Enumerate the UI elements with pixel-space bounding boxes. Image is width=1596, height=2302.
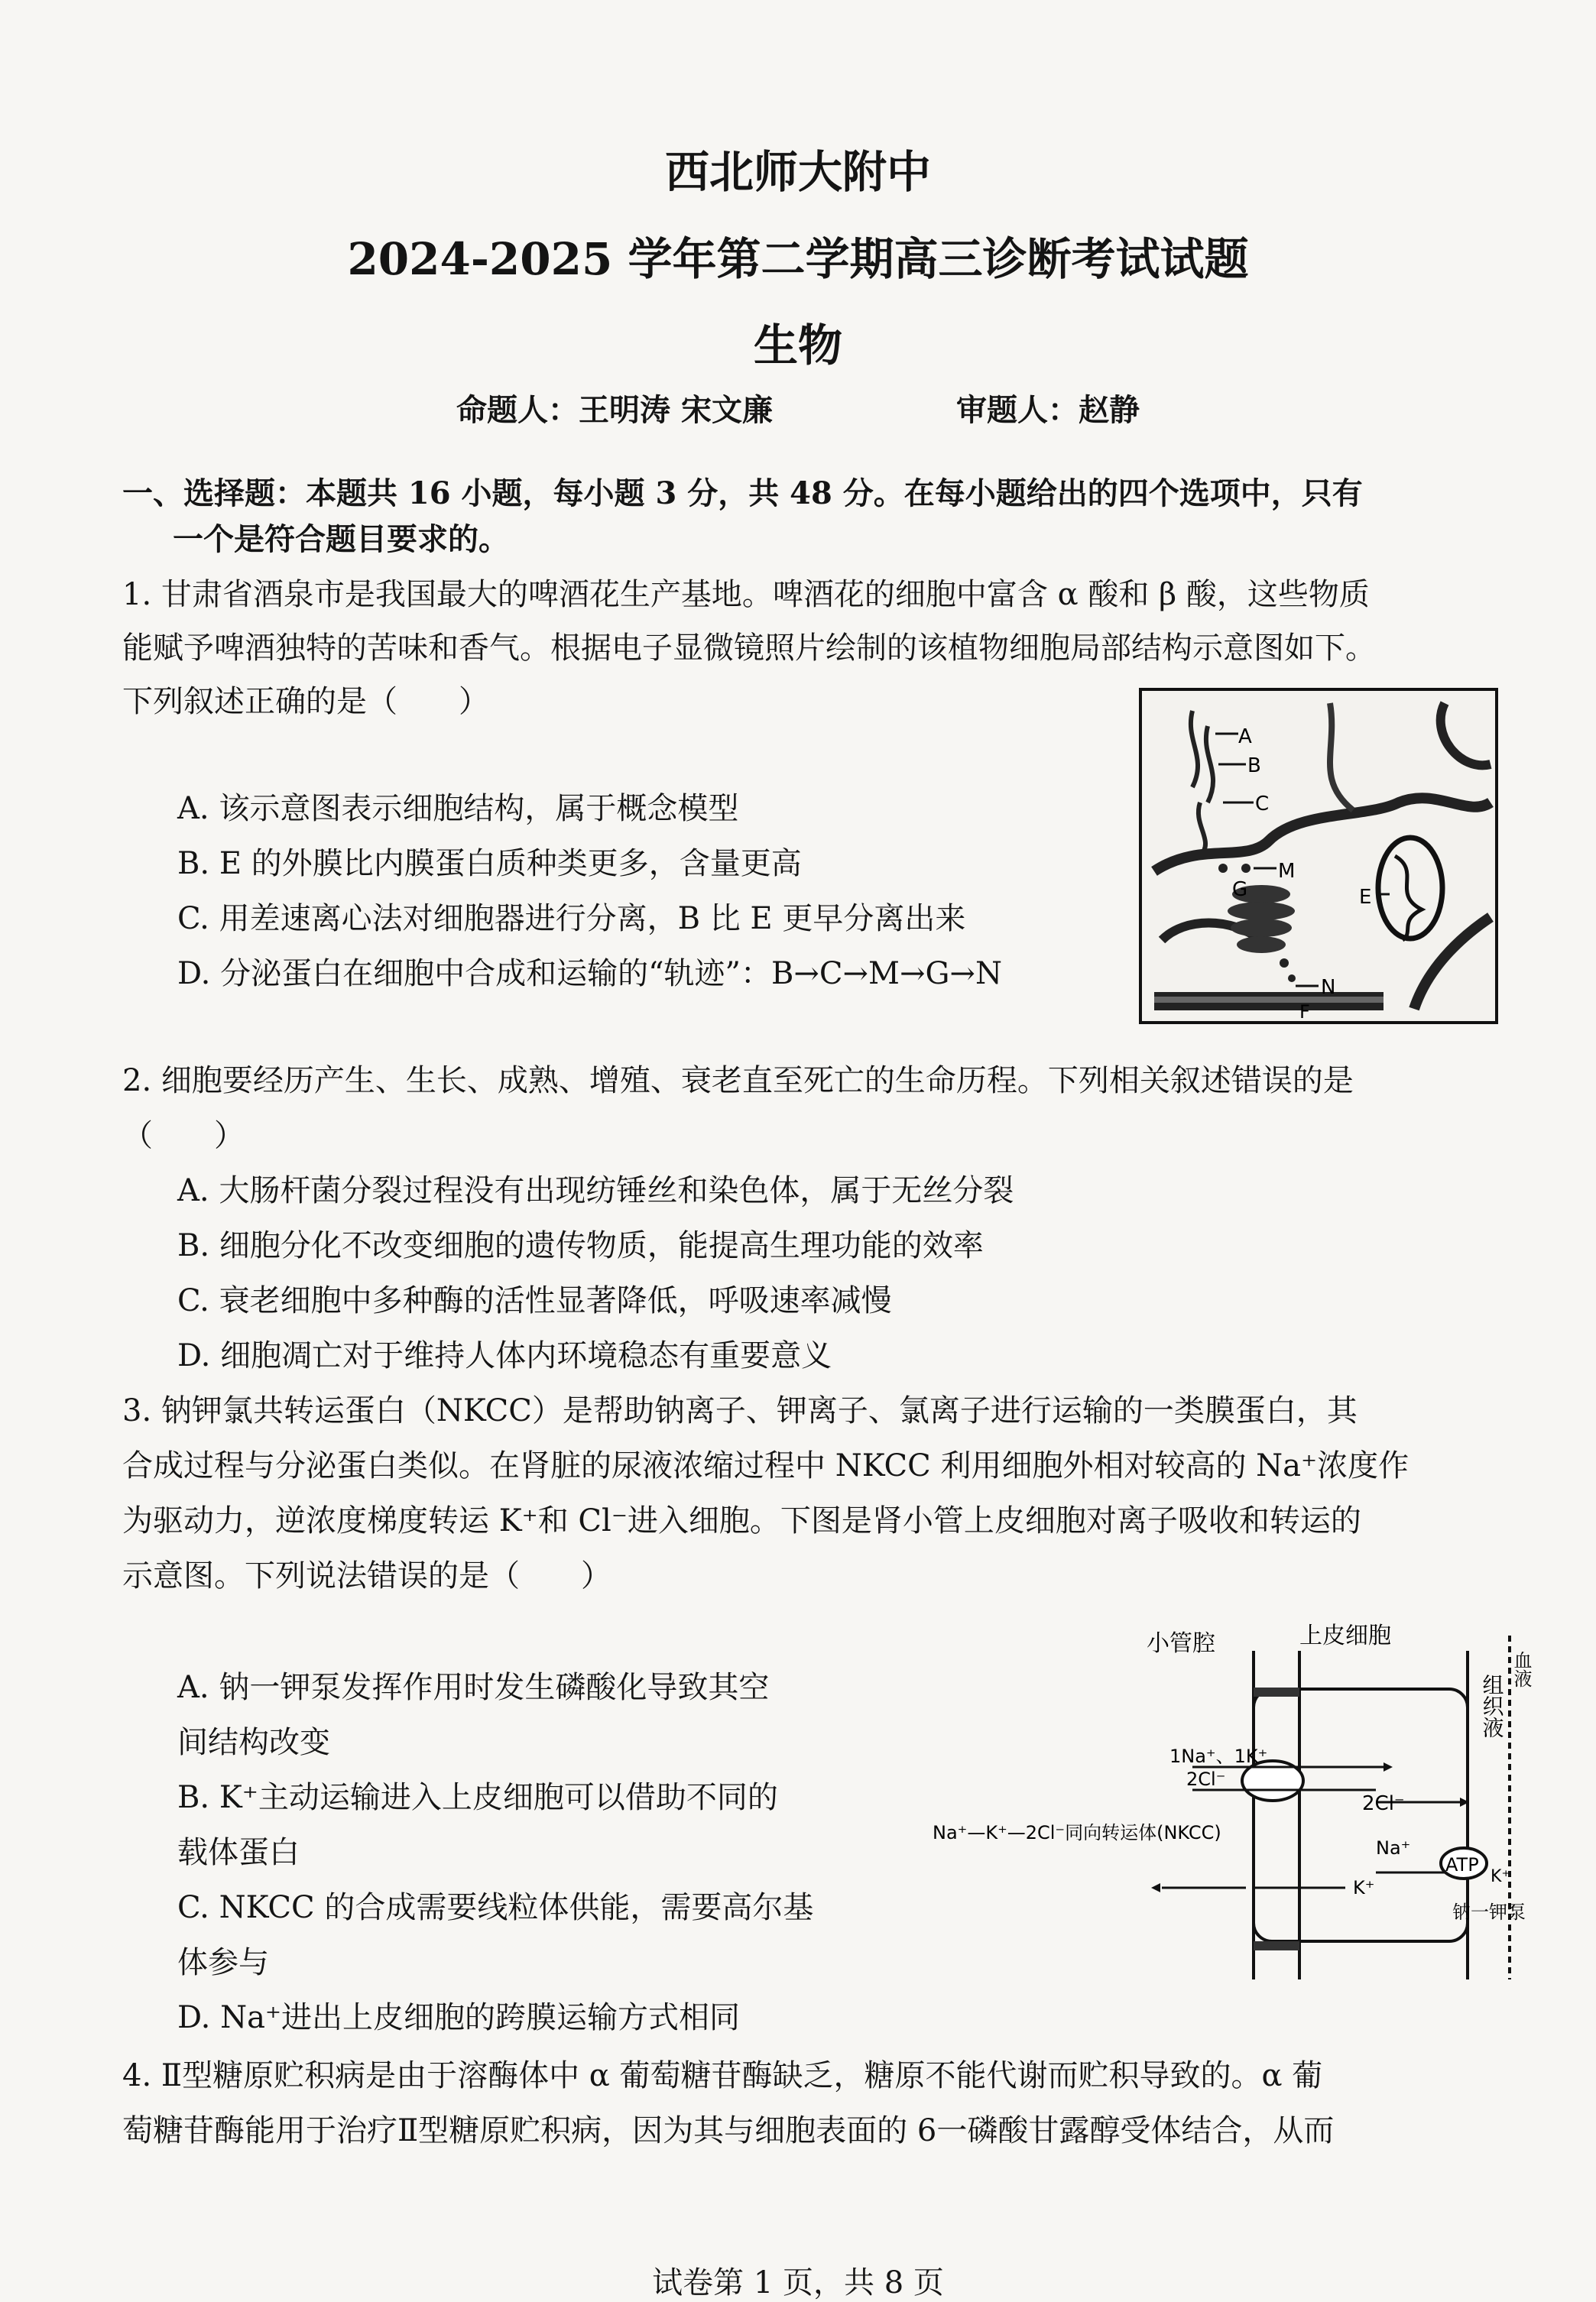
q2-stem: 2. 细胞要经历产生、生长、成熟、增殖、衰老直至死亡的生命历程。下列相关叙述错误的是 xyxy=(122,1063,1354,1098)
q4-stem: 萄糖苷酶能用于治疗Ⅱ型糖原贮积病，因为其与细胞表面的 6一磷酸甘露醇受体结合，从而 xyxy=(122,2113,1335,2148)
cell-structure-figure xyxy=(1139,688,1498,1024)
potassium-left-label: K⁺ xyxy=(1353,1877,1375,1898)
exam-title: 2024-2025 学年第二学期高三诊断考试试题 xyxy=(347,233,1249,285)
q2-stem: （ ） xyxy=(122,1118,245,1153)
q2-option-d: D. 细胞凋亡对于维持人体内环境稳态有重要意义 xyxy=(177,1338,832,1373)
q3-stem: 3. 钠钾氯共转运蛋白（NKCC）是帮助钠离子、钾离子、氯离子进行运输的一类膜蛋白，其 xyxy=(122,1393,1358,1428)
atp-label: ATP xyxy=(1445,1854,1479,1876)
q1-option-a: A. 该示意图表示细胞结构，属于概念模型 xyxy=(177,791,739,826)
q2-option-b: B. 细胞分化不改变细胞的遗传物质，能提高生理功能的效率 xyxy=(177,1228,984,1263)
q4-stem: 4. Ⅱ型糖原贮积病是由于溶酶体中 α 葡萄糖苷酶缺乏，糖原不能代谢而贮积导致的。α 葡 xyxy=(122,2058,1323,2093)
q1-stem: 下列叙述正确的是（ ） xyxy=(122,684,489,719)
q1-option-c: C. 用差速离心法对细胞器进行分离，B 比 E 更早分离出来 xyxy=(177,901,966,936)
pump-label: 钠一钾泵 xyxy=(1452,1902,1526,1923)
label-n: N xyxy=(1321,976,1336,999)
q3-option-c: C. NKCC 的合成需要线粒体供能，需要高尔基 xyxy=(177,1890,814,1925)
q3-stem: 示意图。下列说法错误的是（ ） xyxy=(122,1558,611,1594)
label-f: F xyxy=(1299,1001,1310,1023)
nkcc-label: Na⁺—K⁺—2Cl⁻同向转运体(NKCC) xyxy=(933,1822,1221,1843)
q3-stem: 合成过程与分泌蛋白类似。在肾脏的尿液浓缩过程中 NKCC 利用细胞外相对较高的 Na⁺浓度作 xyxy=(122,1448,1409,1483)
q3-option-b-cont: 载体蛋白 xyxy=(177,1835,300,1870)
label-b: B xyxy=(1247,754,1261,777)
q3-option-d: D. Na⁺进出上皮细胞的跨膜运输方式相同 xyxy=(177,2000,741,2035)
label-e: E xyxy=(1359,886,1372,909)
page-footer: 试卷第 1 页，共 8 页 xyxy=(652,2265,944,2300)
interstitial-label: 组织液 xyxy=(1479,1674,1505,1738)
section-heading-cont: 一个是符合题目要求的。 xyxy=(173,521,509,557)
subject-title: 生物 xyxy=(753,319,842,371)
ion-in-label: 1Na⁺、1K⁺ xyxy=(1169,1746,1268,1767)
section-heading: 一、选择题：本题共 16 小题，每小题 3 分，共 48 分。在每小题给出的四个选项中，只有 xyxy=(122,475,1363,511)
cell-label: 上皮细胞 xyxy=(1299,1623,1391,1649)
author-line xyxy=(0,386,1596,430)
q1-option-d: D. 分泌蛋白在细胞中合成和运输的“轨迹”：B→C→M→G→N xyxy=(177,956,1002,991)
chloride-out-label: 2Cl⁻ xyxy=(1362,1792,1405,1815)
label-m: M xyxy=(1278,860,1296,883)
q3-option-a-cont: 间结构改变 xyxy=(177,1725,330,1760)
lumen-label: 小管腔 xyxy=(1147,1630,1215,1657)
q2-option-a: A. 大肠杆菌分裂过程没有出现纺锤丝和染色体，属于无丝分裂 xyxy=(177,1173,1014,1208)
authors: 命题人：王明涛 宋文廉 xyxy=(456,392,773,428)
q2-option-c: C. 衰老细胞中多种酶的活性显著降低，呼吸速率减慢 xyxy=(177,1283,892,1318)
blood-label: 血液 xyxy=(1510,1651,1532,1688)
reviewer: 审题人：赵静 xyxy=(955,392,1140,428)
label-g: G xyxy=(1232,878,1248,901)
q3-option-b: B. K⁺主动运输进入上皮细胞可以借助不同的 xyxy=(177,1780,778,1815)
q3-option-a: A. 钠一钾泵发挥作用时发生磷酸化导致其空 xyxy=(177,1670,770,1705)
chloride-in-label: 2Cl⁻ xyxy=(1186,1769,1226,1790)
q1-stem: 1. 甘肃省酒泉市是我国最大的啤酒花生产基地。啤酒花的细胞中富含 α 酸和 β 酸，这些物质 xyxy=(122,577,1370,612)
nkcc-transport-figure xyxy=(917,1620,1532,1987)
q1-option-b: B. E 的外膜比内膜蛋白质种类更多，含量更高 xyxy=(177,846,802,881)
potassium-label: K⁺ xyxy=(1491,1867,1511,1886)
q3-option-c-cont: 体参与 xyxy=(177,1945,269,1980)
sodium-label: Na⁺ xyxy=(1376,1837,1411,1859)
school-title: 西北师大附中 xyxy=(664,146,931,198)
label-c: C xyxy=(1255,793,1270,815)
label-a: A xyxy=(1238,725,1252,748)
q3-stem: 为驱动力，逆浓度梯度转运 K⁺和 Cl⁻进入细胞。下图是肾小管上皮细胞对离子吸收和转运的 xyxy=(122,1503,1361,1538)
q1-stem: 能赋予啤酒独特的苦味和香气。根据电子显微镜照片绘制的该植物细胞局部结构示意图如下。 xyxy=(122,631,1376,666)
